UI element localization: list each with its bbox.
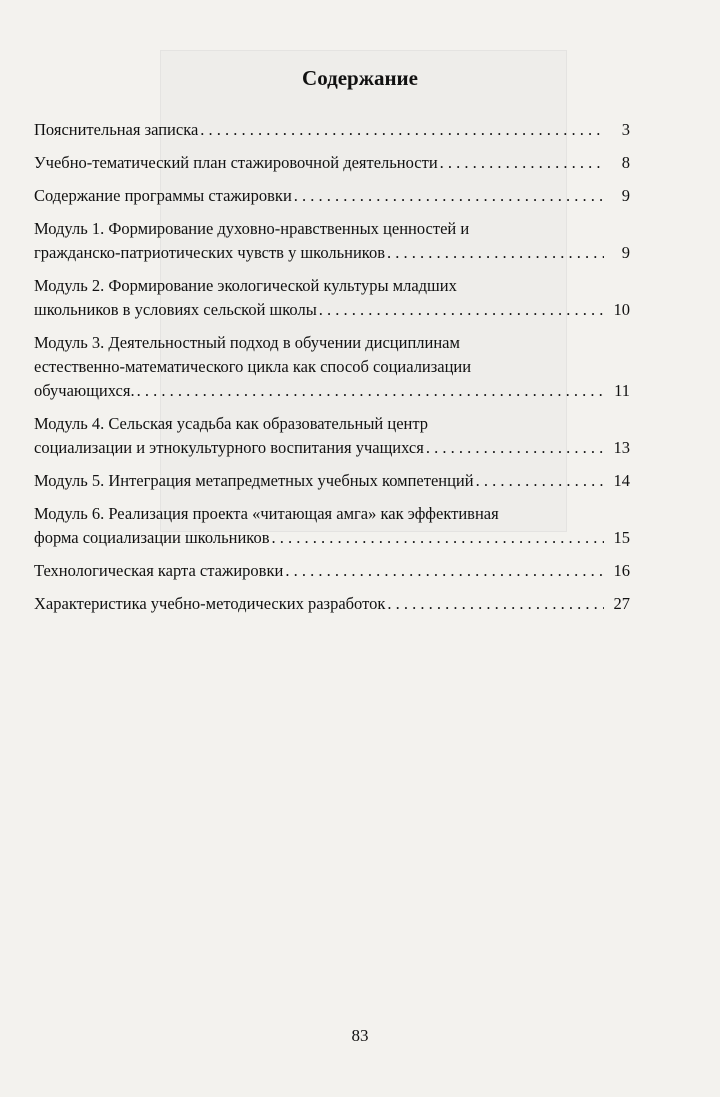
toc-page-number: 14 [613,471,630,490]
toc-page-number: 9 [621,243,630,262]
toc-entry-row [34,241,630,265]
toc-entry-row [34,559,630,583]
page-number: 83 [351,1026,369,1045]
toc-entry [34,274,630,322]
toc-entry [34,559,630,583]
toc-entry-text: Модуль 2. Формирование экологической культуры младших [34,276,457,295]
toc-entry-text: Модуль 5. Интеграция метапредметных учебных компетенций [34,471,474,490]
toc-entry [34,412,630,460]
dot-leader [426,436,604,460]
toc-entry-text: гражданско-патриотических чувств у школьников [34,243,386,262]
toc-entry [34,151,630,175]
toc-entry-row [34,379,630,403]
toc-entry [34,331,630,403]
toc-page-number: 27 [613,594,630,613]
table-of-contents [34,118,630,625]
toc-page-number: 9 [621,186,630,205]
toc-entry-text: Пояснительная записка [34,120,199,139]
toc-entry [34,592,630,616]
dot-leader [285,559,604,583]
toc-page-number: 13 [613,438,630,457]
page-title: Содержание [302,66,418,90]
toc-entry-text: обучающихся. [34,381,135,400]
toc-entry-row [34,184,630,208]
toc-page-number: 16 [613,561,630,580]
toc-entry-text: форма социализации школьников [34,528,270,547]
toc-entry-text: Модуль 1. Формирование духовно-нравственных ценностей и [34,219,470,238]
toc-entry-text: Технологическая карта стажировки [34,561,284,580]
toc-entry-row [34,469,630,493]
toc-entry-row [34,151,630,175]
dot-leader [387,241,604,265]
toc-page-number: 15 [613,528,630,547]
toc-page-number: 3 [621,120,630,139]
toc-entry-text: социализации и этнокультурного воспитания учащихся [34,438,424,457]
toc-entry-row [34,436,630,460]
toc-entry-row [34,526,630,550]
dot-leader [476,469,604,493]
toc-entry-row [34,298,630,322]
toc-entry-text: естественно-математического цикла как способ социализации [34,357,472,376]
toc-entry [34,469,630,493]
toc-entry-text: Модуль 4. Сельская усадьба как образовательный центр [34,414,429,433]
toc-entry-row [34,118,630,142]
dot-leader [200,118,604,142]
toc-entry-text: Характеристика учебно-методических разработок [34,594,386,613]
dot-leader [440,151,604,175]
toc-entry [34,118,630,142]
toc-entry [34,502,630,550]
dot-leader [387,592,604,616]
dot-leader [137,379,604,403]
toc-page-number: 11 [614,381,630,400]
toc-entry [34,184,630,208]
toc-page-number: 8 [621,153,630,172]
toc-entry-text: школьников в условиях сельской школы [34,300,317,319]
toc-entry-row [34,592,630,616]
dot-leader [272,526,605,550]
toc-entry-text: Модуль 3. Деятельностный подход в обучении дисциплинам [34,333,460,352]
toc-entry [34,217,630,265]
toc-entry-text: Содержание программы стажировки [34,186,292,205]
toc-entry-text: Учебно-тематический план стажировочной деятельности [34,153,438,172]
dot-leader [319,298,604,322]
dot-leader [294,184,604,208]
toc-entry-text: Модуль 6. Реализация проекта «читающая амга» как эффективная [34,504,499,523]
toc-page-number: 10 [613,300,630,319]
